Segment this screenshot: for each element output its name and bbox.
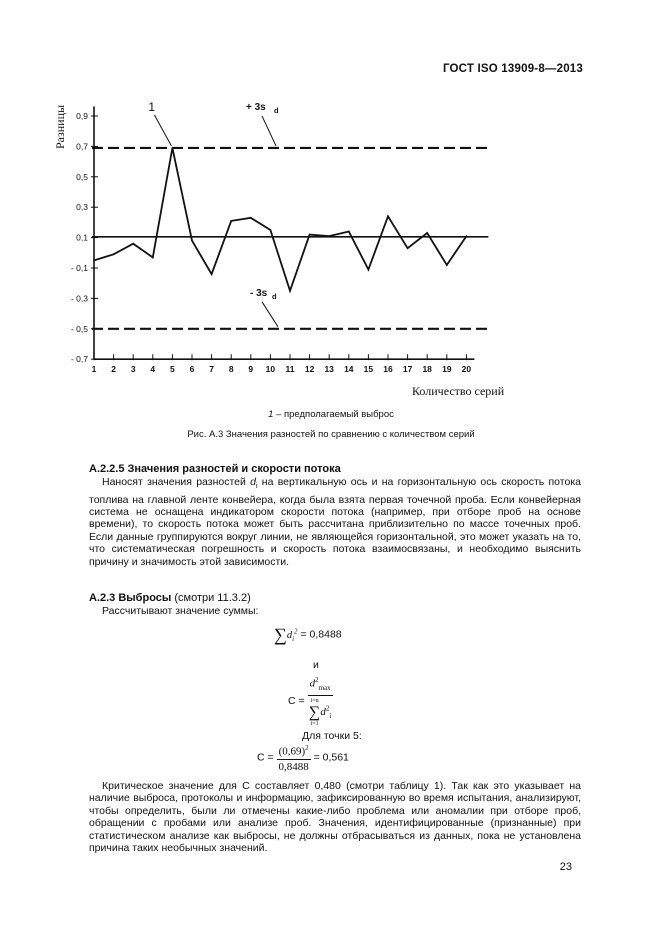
page-number: 23 [559, 861, 572, 873]
data-point [328, 235, 330, 237]
upper-limit-label: + 3s [246, 101, 266, 113]
annotation-label: 1 [148, 99, 156, 114]
section-heading-a23 [89, 592, 251, 604]
x-tick-label: 14 [344, 364, 354, 375]
c-num-sup: 2 [315, 676, 319, 684]
paragraph-a225-rest: на вертикальную ось и на горизонтальную ось скорость потока топлива на главной ленте конвейера, когда была взята первая точечной проба. Если конвейерная система не оснащена индикатором скорости потока (например, при отборе проб на основе времени), то скорость потока может быть рассчитана приблизительно по массе точечных проб. Если данные группируются вокруг линии, не являющейся горизонтальной, это может указать на то, что систематическая погрешность и скорость потока взаимосвязаны, и необходимо выяснить причину и значимость этой зависимости. [89, 476, 581, 568]
legend-text: – предполагаемый выброс [273, 409, 394, 420]
c-denominator [308, 696, 333, 728]
c-fraction [308, 674, 333, 728]
x-tick-label: 8 [228, 364, 234, 375]
x-axis-title: Количество серий [412, 384, 505, 398]
data-point [152, 257, 154, 259]
annotation-leader [154, 115, 171, 146]
x-tick-label: 11 [285, 364, 295, 375]
c5-numerator [277, 742, 311, 760]
figure-legend [0, 409, 662, 420]
y-tick-label: - 0,3 [70, 293, 88, 304]
x-tick-label: 1 [91, 364, 97, 375]
series-line [93, 147, 467, 291]
y-tick-label: - 0,1 [70, 263, 88, 273]
tick-labels [71, 111, 471, 374]
x-tick-label: 18 [422, 364, 432, 375]
data-point [230, 220, 232, 222]
c5-value: = 0,561 [313, 751, 349, 764]
c-den-var: d [320, 705, 326, 718]
y-axis-title: Разницы [53, 104, 67, 149]
legend-number: 1 [268, 409, 274, 420]
y-tick-label: 0,7 [76, 141, 88, 152]
sum-sign-icon: ∑ [274, 624, 287, 645]
c-num-sub: max [318, 683, 331, 692]
c-den-sup: 2 [325, 704, 330, 713]
paragraph-conclusion [89, 780, 581, 854]
data-point [250, 217, 252, 219]
section-a23-ref: (смотри 11.3.2) [171, 592, 251, 604]
and-word: и [313, 659, 319, 671]
data-point [387, 216, 389, 218]
c5-label: C = [257, 751, 274, 764]
data-point [113, 254, 115, 256]
chart-axes [91, 106, 474, 360]
figure-caption: Рис. А.3 Значения разностей по сравнению с количеством серий [187, 429, 475, 440]
var-d: d [250, 476, 256, 488]
y-tick-label: 0,3 [76, 202, 88, 213]
x-tick-label: 13 [324, 364, 334, 375]
sum-sign-icon: ∑ [308, 703, 321, 721]
c5-fraction [277, 742, 311, 773]
x-tick-label: 19 [442, 364, 452, 375]
data-point [309, 234, 311, 236]
lower-limit-label: - 3s [250, 287, 268, 299]
data-point [93, 260, 95, 262]
sum-formula [274, 625, 342, 645]
paragraph-a225-start: Наносят значения разностей [102, 476, 251, 488]
paragraph-a225 [89, 476, 581, 568]
data-point [270, 229, 272, 231]
x-tick-label: 3 [130, 364, 136, 375]
var-d-sub: i [255, 483, 258, 491]
intro-line: Рассчитывают значение суммы: [102, 605, 259, 617]
data-point [191, 240, 193, 242]
c5-num-sup: 2 [305, 744, 309, 752]
x-tick-label: 9 [248, 364, 254, 375]
c-sum-upper: i=n [310, 697, 319, 704]
data-point [132, 243, 134, 245]
data-point [407, 247, 409, 249]
section-a23-title: А.2.3 Выбросы [89, 592, 172, 604]
c-num-var: d [309, 677, 316, 690]
sum-value: = 0,8488 [300, 628, 342, 641]
c5-num: (0,69) [278, 745, 306, 758]
x-tick-label: 5 [170, 364, 175, 375]
y-tick-label: 0,9 [76, 111, 88, 121]
data-point [446, 264, 448, 266]
data-point [466, 235, 468, 237]
c5-formula [257, 742, 349, 773]
upper-limit-subscript: d [274, 105, 279, 115]
c-label: C = [288, 694, 305, 707]
data-point [289, 290, 291, 292]
x-tick-label: 7 [209, 364, 214, 375]
lower-limit-subscript: d [272, 291, 277, 301]
x-tick-label: 10 [265, 364, 276, 375]
lower-limit-leader [262, 302, 278, 327]
c-den-sub: i [329, 712, 332, 721]
data-point [172, 147, 174, 149]
sum-var: $d_i^2$ [286, 627, 298, 643]
y-tick-label: - 0,7 [70, 354, 88, 365]
series-path [94, 148, 466, 291]
y-tick-label: - 0,5 [70, 323, 88, 334]
c-numerator [308, 674, 333, 696]
point-label: Для точки 5: [302, 730, 362, 742]
standard-header: ГОСТ ISO 13909-8—2013 [442, 63, 583, 75]
upper-limit-leader [262, 116, 276, 146]
c-sum-lower: i=1 [310, 720, 319, 727]
data-point [348, 231, 350, 233]
x-tick-label: 17 [402, 364, 413, 375]
x-tick-label: 15 [363, 364, 374, 375]
data-point [426, 232, 428, 234]
x-tick-label: 2 [111, 364, 116, 375]
reference-lines [92, 148, 488, 329]
data-point [211, 273, 213, 275]
x-tick-label: 6 [189, 364, 195, 375]
c5-denominator: 0,8488 [278, 760, 309, 773]
data-point [368, 269, 370, 271]
x-tick-label: 12 [304, 364, 315, 375]
x-tick-label: 20 [461, 364, 472, 375]
x-tick-label: 16 [383, 364, 393, 375]
y-tick-label: 0,1 [76, 232, 88, 243]
x-tick-label: 4 [150, 364, 156, 375]
differences-chart [0, 0, 662, 405]
conclusion-text: Критическое значение для C составляет 0,480 (смотри таблицу 1). Так как это указывает на наличие выброса, протоколы и информацию, зафиксированную во время испытания, анализируют, чтобы определить, были ли отмечены какие-либо проблема или аномалии при отборе проб, обращении с пробами или анализе проб. Значения, идентифицированные (признанные) при статистическом анализе как выбросы, не должны отбрасываться из данных, пока не установлена причина таких необычных значений. [89, 780, 581, 855]
y-tick-label: 0,5 [76, 171, 88, 182]
section-heading-a225: А.2.2.5 Значения разностей и скорости потока [89, 463, 341, 475]
c-formula [288, 674, 333, 728]
